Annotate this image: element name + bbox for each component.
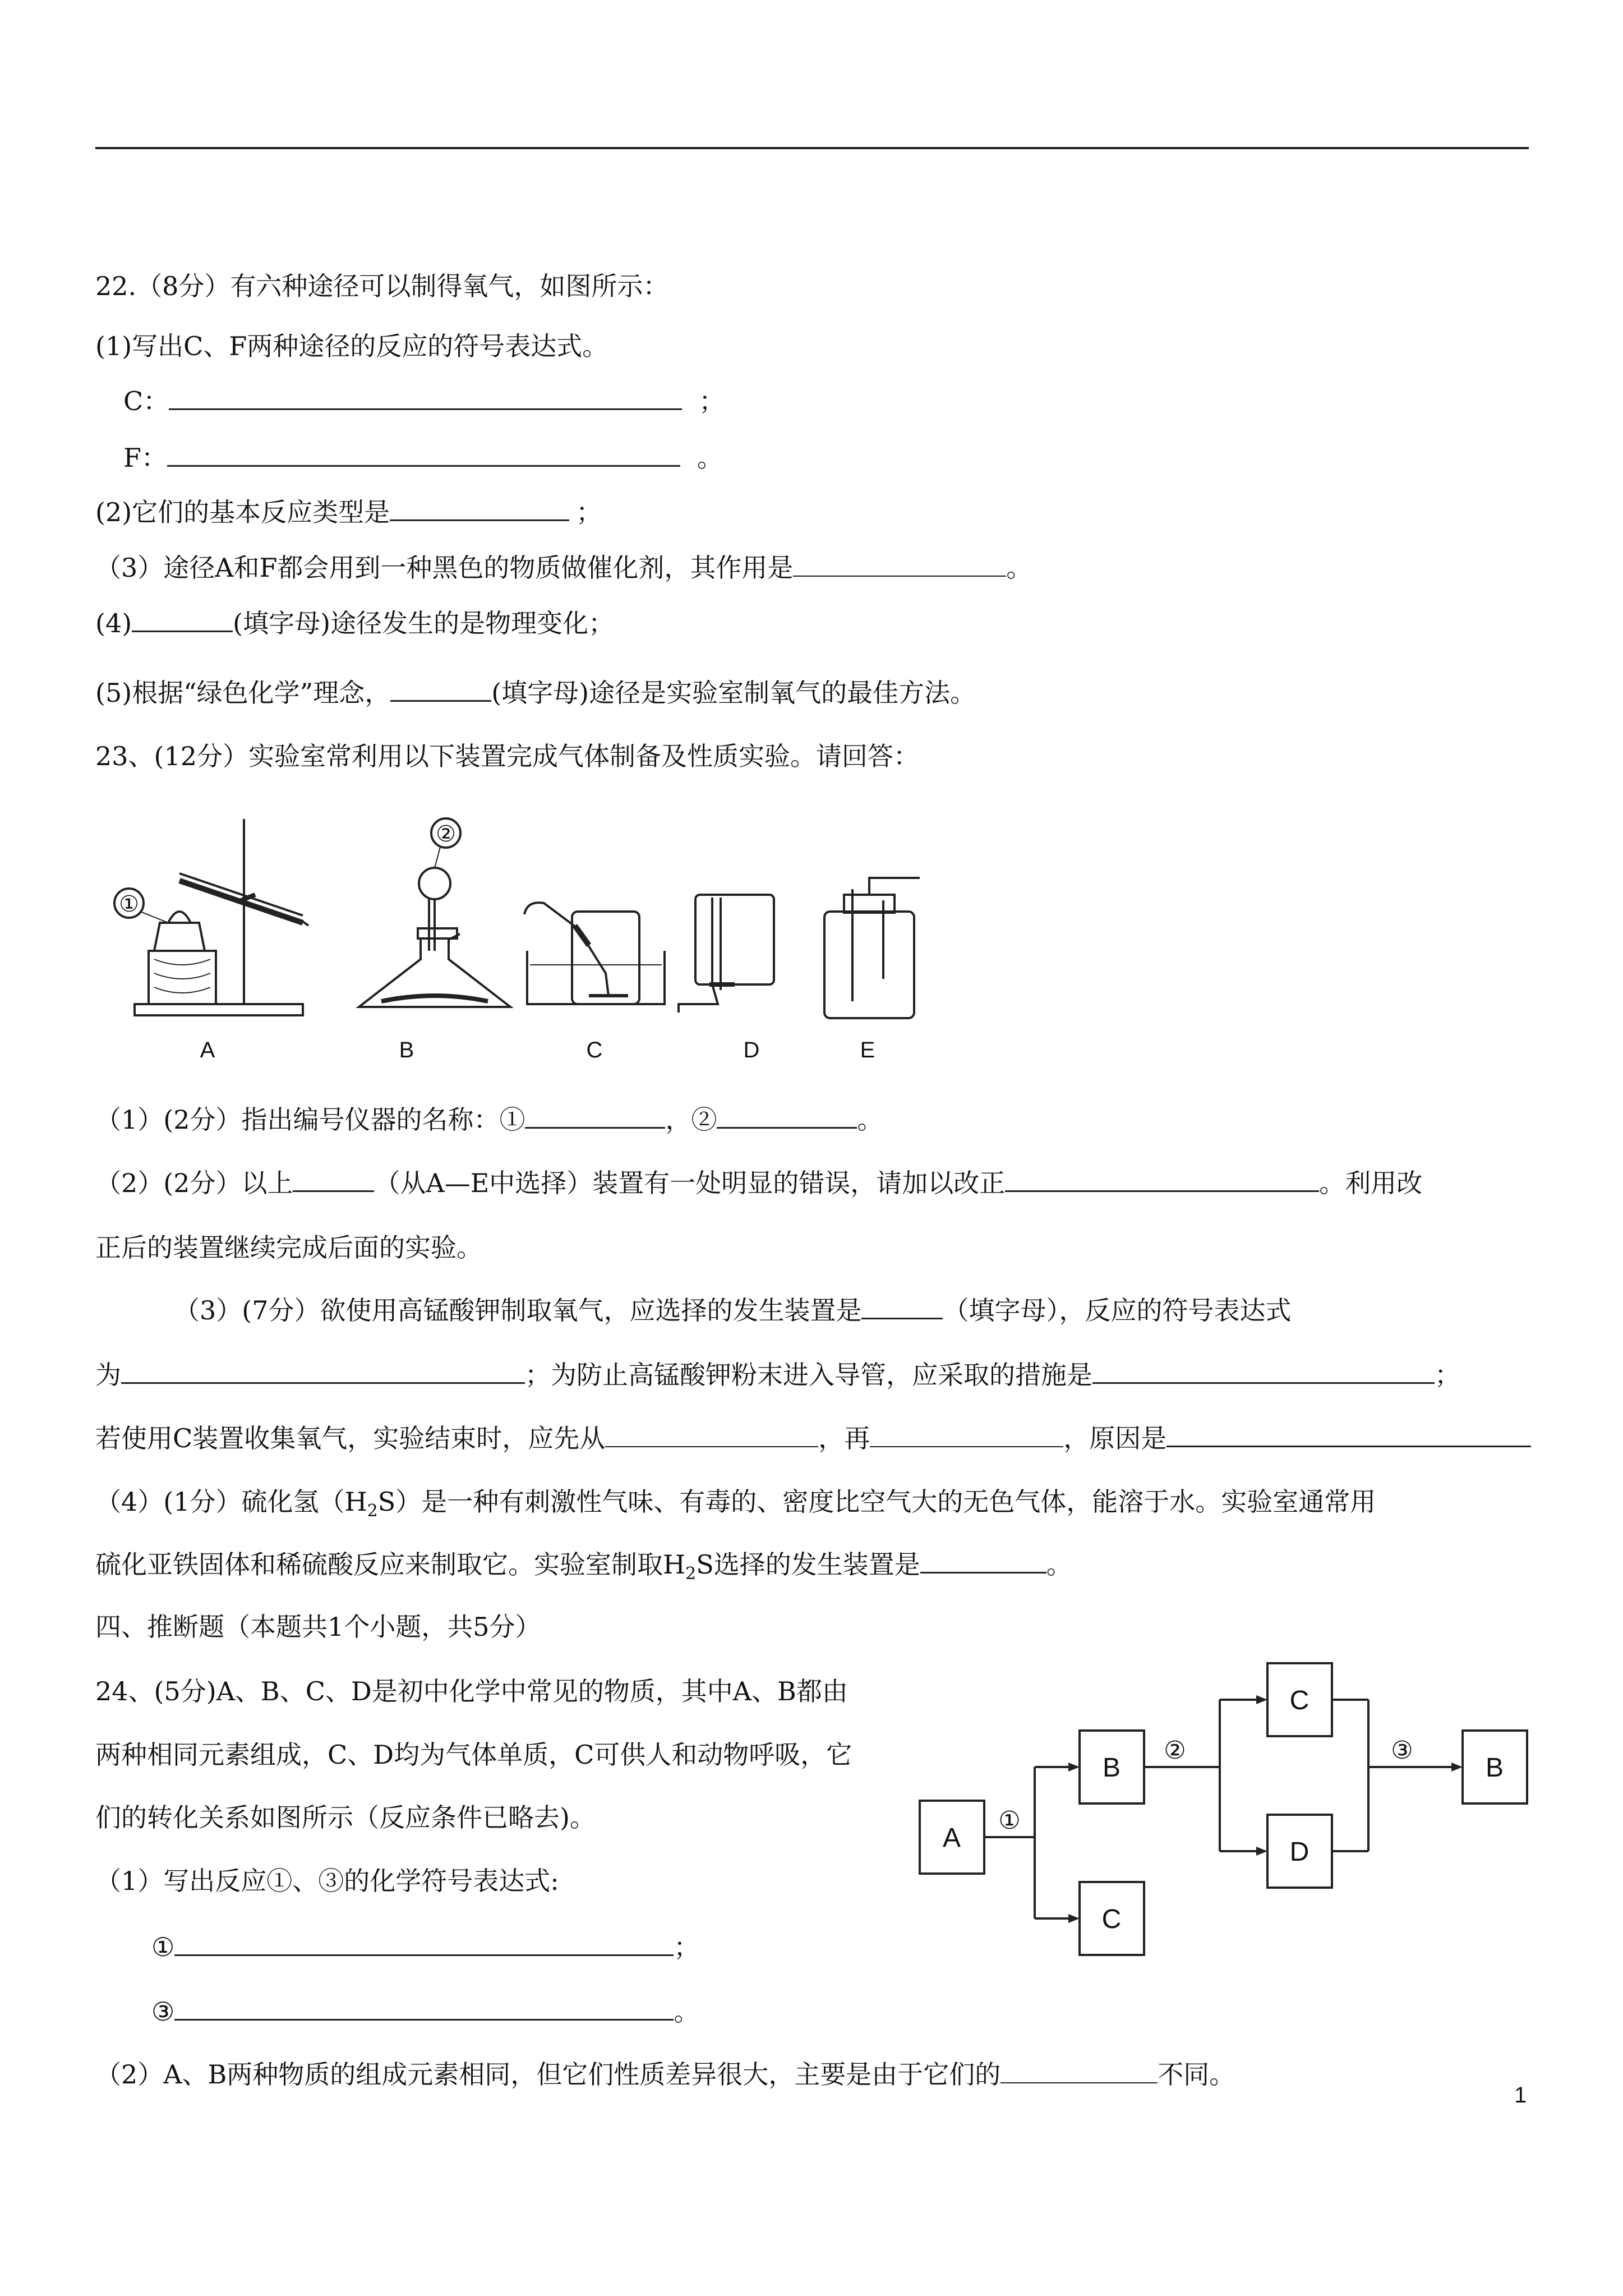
apparatus-label-d: D xyxy=(743,1038,760,1062)
apparatus-c xyxy=(524,903,665,1004)
mark-circle-1: ① xyxy=(119,892,139,917)
q23-equation-blank[interactable] xyxy=(121,1358,525,1384)
q23-part3c-text: 若使用C装置收集氧气，实验结束时，应先从 xyxy=(95,1423,606,1453)
q24-structure-blank[interactable] xyxy=(1000,2058,1158,2083)
q22-reaction-type-blank[interactable] xyxy=(390,495,569,521)
apparatus-label-b: B xyxy=(399,1038,414,1062)
apparatus-label-c: C xyxy=(586,1038,603,1062)
q23-correction-blank[interactable] xyxy=(1005,1166,1319,1192)
q24-reaction1-label: ① xyxy=(151,1932,175,1962)
q22-c-answer-blank[interactable] xyxy=(169,384,682,410)
q23-second-step-blank[interactable] xyxy=(870,1421,1063,1447)
q22-part3 xyxy=(95,551,1032,585)
q24-reaction3-end: 。 xyxy=(674,1996,700,2027)
q23-part3b-prefix: 为 xyxy=(95,1360,121,1390)
header-rule xyxy=(95,147,1529,149)
box-c-upper-label: C xyxy=(1289,1686,1310,1715)
q23-reason-blank[interactable] xyxy=(1166,1421,1531,1447)
q23-part2-mid: （从A—E中选择）装置有一处明显的错误，请加以改正 xyxy=(374,1168,1006,1198)
q22-c-line xyxy=(123,384,725,418)
q23-part4 xyxy=(95,1485,1376,1528)
q22-part4 xyxy=(95,606,614,640)
q23-part1-text: （1）(2分）指出编号仪器的名称：① xyxy=(95,1105,525,1135)
q24-flow-diagram xyxy=(914,1655,1581,1969)
q23-part4-text-a: （4）(1分）硫化氢（H xyxy=(95,1487,367,1517)
box-d-label: D xyxy=(1289,1837,1310,1867)
q22-f-line xyxy=(123,440,723,475)
step-label-1: ① xyxy=(998,1807,1021,1834)
q24-part1: （1）写出反应①、③的化学符号表达式: xyxy=(95,1866,559,1896)
q24-reaction3-blank[interactable] xyxy=(174,1994,674,2021)
q23-part3b-mid: ；为防止高锰酸钾粉末进入导管，应采取的措施是 xyxy=(525,1360,1092,1390)
q23-part4c-text-b: S选择的发生装置是 xyxy=(696,1549,920,1580)
q23-part3 xyxy=(174,1293,1291,1327)
apparatus-b xyxy=(359,818,510,1007)
q22-part1: (1)写出C、F两种途径的反应的符号表达式。 xyxy=(95,331,608,361)
step-label-2: ② xyxy=(1164,1737,1186,1764)
box-b-label: B xyxy=(1102,1753,1121,1783)
q22-stem: 22.（8分）有六种途径可以制得氧气，如图所示： xyxy=(95,271,669,301)
q23-h2s-generator-blank[interactable] xyxy=(920,1547,1046,1573)
apparatus-d xyxy=(679,895,774,1013)
q23-part2-continued: 正后的装置继续完成后面的实验。 xyxy=(95,1232,482,1263)
q24-reaction1-line xyxy=(151,1930,699,1964)
q22-green-method-blank[interactable] xyxy=(390,675,491,702)
q22-part4-text: (填字母)途径发生的是物理变化； xyxy=(233,608,615,638)
q22-f-label: F： xyxy=(123,443,167,473)
q24-part2 xyxy=(95,2058,1235,2091)
q24-stem-line2: 两种相同元素组成，C、D均为气体单质，C可供人和动物呼吸，它 xyxy=(95,1740,852,1770)
q22-part3-text: （3）途径A和F都会用到一种黑色的物质做催化剂，其作用是 xyxy=(95,553,794,583)
q22-c-end: ； xyxy=(699,386,725,416)
q22-part2-text: (2)它们的基本反应类型是 xyxy=(95,497,390,527)
q23-part2 xyxy=(95,1166,1422,1200)
q23-part2-end: 。利用改 xyxy=(1319,1168,1423,1198)
apparatus-label-a: A xyxy=(200,1038,215,1062)
q22-catalyst-role-blank[interactable] xyxy=(793,551,1006,577)
q23-part3c-mid1: ，再 xyxy=(818,1423,870,1453)
q22-f-answer-blank[interactable] xyxy=(167,440,680,467)
q23-instrument1-blank[interactable] xyxy=(525,1102,665,1129)
q23-part2-text: （2）(2分）以上 xyxy=(95,1168,293,1198)
q23-part3-tail: （填字母），反应的符号表达式 xyxy=(943,1295,1292,1326)
apparatus-e xyxy=(824,878,920,1018)
q23-part1-mid: ，② xyxy=(665,1105,717,1135)
q23-part4c-end: 。 xyxy=(1046,1549,1072,1580)
box-c-lower-label: C xyxy=(1101,1904,1122,1934)
q23-part4c-subscript: 2 xyxy=(685,1564,697,1584)
q22-part5-text: (5)根据“绿色化学”理念， xyxy=(95,678,391,708)
apparatus-figure xyxy=(101,811,953,1069)
q22-part2 xyxy=(95,495,602,529)
q23-part1-end: 。 xyxy=(857,1105,883,1135)
q23-part4-line2 xyxy=(95,1547,1072,1591)
q22-physical-change-blank[interactable] xyxy=(132,606,233,632)
q22-part5-tail: (填字母)途径是实验室制氧气的最佳方法。 xyxy=(491,678,976,708)
apparatus-label-e: E xyxy=(860,1038,875,1062)
q23-part3-line2 xyxy=(95,1358,1460,1392)
box-b-right-label: B xyxy=(1485,1753,1504,1783)
q23-generator-blank[interactable] xyxy=(861,1293,943,1319)
q24-part2-text: （2）A、B两种物质的组成元素相同，但它们性质差异很大，主要是由于它们的 xyxy=(95,2059,1001,2090)
q23-part4c-text-a: 硫化亚铁固体和稀硫酸反应来制取它。实验室制取H xyxy=(95,1549,686,1580)
q24-stem-line1: 24、(5分)A、B、C、D是初中化学中常见的物质，其中A、B都由 xyxy=(95,1676,848,1706)
q23-part3b-end: ； xyxy=(1435,1360,1460,1390)
section-4-heading: 四、推断题（本题共1个小题，共5分） xyxy=(95,1612,541,1642)
q24-reaction1-blank[interactable] xyxy=(174,1930,674,1956)
q23-wrong-apparatus-blank[interactable] xyxy=(293,1166,374,1192)
apparatus-a xyxy=(114,819,308,1015)
q22-c-label: C： xyxy=(123,386,169,416)
mark-circle-2: ② xyxy=(436,822,456,846)
q24-stem-line3: 们的转化关系如图所示（反应条件已略去)。 xyxy=(95,1802,596,1833)
q23-part3-line3 xyxy=(95,1421,1531,1455)
q23-part1 xyxy=(95,1102,883,1137)
q22-part5 xyxy=(95,675,976,710)
q23-part4-text-b: S）是一种有刺激性气味、有毒的、密度比空气大的无色气体，能溶于水。实验室通常用 xyxy=(377,1487,1376,1517)
q23-measure-blank[interactable] xyxy=(1092,1358,1435,1384)
page-number: 1 xyxy=(1514,2083,1527,2108)
q22-part2-end: ； xyxy=(576,497,602,527)
q22-part4-prefix: (4) xyxy=(95,608,132,638)
q24-reaction1-end: ； xyxy=(674,1932,700,1962)
step-label-3: ③ xyxy=(1391,1737,1413,1764)
q23-stem: 23、(12分）实验室常利用以下装置完成气体制备及性质实验。请回答： xyxy=(95,741,920,771)
q24-reaction3-line xyxy=(151,1994,699,2028)
q23-part4-subscript: 2 xyxy=(367,1501,378,1521)
q22-part3-end: 。 xyxy=(1006,553,1032,583)
q23-part3c-mid2: ，原因是 xyxy=(1063,1423,1167,1453)
q24-part2-tail: 不同。 xyxy=(1158,2059,1235,2090)
box-a-label: A xyxy=(942,1823,961,1853)
q24-reaction3-label: ③ xyxy=(151,1996,175,2027)
q23-instrument2-blank[interactable] xyxy=(717,1102,857,1129)
q23-part3-text: （3）(7分）欲使用高锰酸钾制取氧气，应选择的发生装置是 xyxy=(174,1295,862,1326)
q23-first-step-blank[interactable] xyxy=(605,1421,818,1447)
q22-f-end: 。 xyxy=(697,443,723,473)
